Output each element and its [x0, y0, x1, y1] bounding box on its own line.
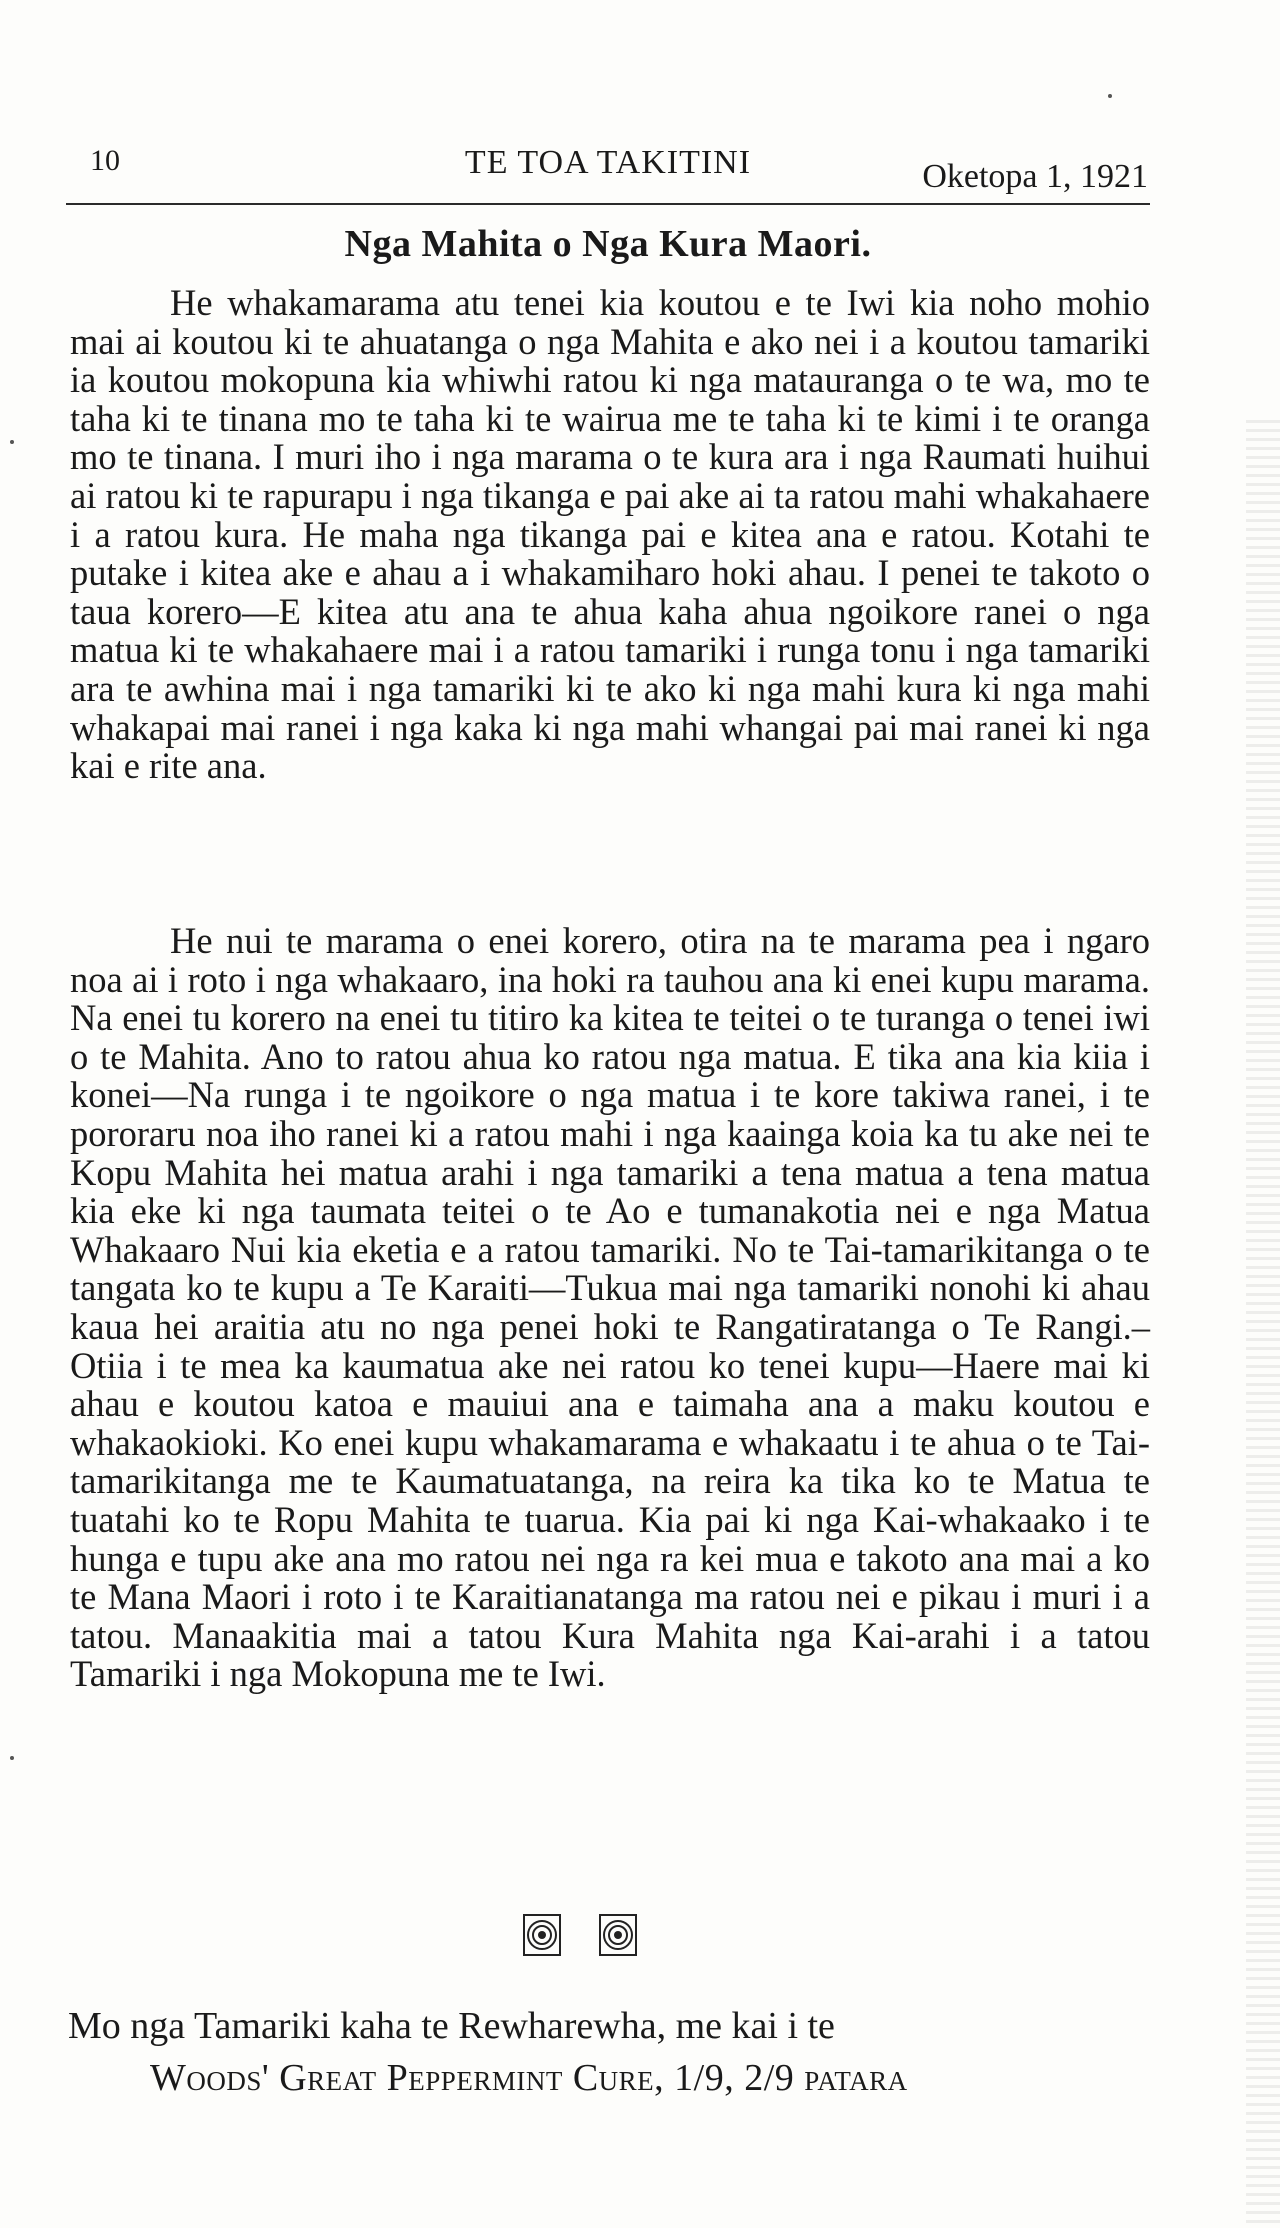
advert-line-1: Mo nga Tamariki kaha te Rewharewha, me kai i te — [68, 2005, 835, 2047]
article-title: Nga Mahita o Nga Kura Maori. — [344, 223, 872, 265]
advertisement — [60, 2000, 1150, 2104]
header-rule — [66, 203, 1150, 205]
scan-speck — [10, 1756, 14, 1760]
scan-margin-edge — [1246, 420, 1280, 2228]
journal-title: TE TOA TAKITINI — [464, 144, 752, 181]
paragraph-text: He nui te marama o enei korero, otira na te marama pea i ngaro noa ai i roto i nga whakaaro, ina hoki ra tauhou ana ki enei kupu marama. Na enei tu korero na enei tu titiro ka kitea te teitei o te turanga o tenei iwi o te Mahita. Ano to ratou ahua ko ratou nga matua. E tika ana kia kiia i konei—Na runga i te ngoikore o nga matua i te kore takiwa ranei, i te pororaru noa iho ranei ki a ratou mahi i nga kaainga koia ka tu ake nei te Kopu Mahita hei matua arahi i nga tamariki a tena matua a tena matua kia eke ki nga taumata teitei o te Ao e tumanakotia nei e nga Matua Whakaaro Nui kia eketia e a ratou tamariki. No te Tai-tamarikitanga o te tangata ko te kupu a Te Karaiti—Tukua mai nga tamariki nonohi ki ahau kaua hei araitia atu no nga penei hoki te Rangatiratanga o Te Rangi.– Otiia i te mea ka kaumatua ake nei ratou ko tenei kupu—Haere mai ki ahau e koutou katoa e mauiui ana e taimaha ana a maku koutou e whakaokioki. Ko enei kupu whakamarama e whakaatu i te ahua o te Tai-tamarikitanga me te Kaumatuatanga, na reira ka tika ko te Matua te tuatahi ko te Ropu Mahita te tuarua. Kia pai ki nga Kai-whakaako i te hunga e tupu ake ana mo ratou nei nga ra kei mua e takoto ana mai a ko te Mana Maori i roto i te Karaitianatanga ma ratou nei e pikau i muri i a tatou. Manaakitia mai a tatou Kura Mahita nga Kai-arahi i a tatou Tamariki i nga Mokopuna me te Iwi. — [70, 920, 1150, 1695]
scan-speck — [10, 440, 14, 444]
advert-line-2: Woods' Great Peppermint Cure, 1/9, 2/9 patara — [150, 2057, 908, 2099]
page-header — [66, 138, 1150, 194]
scan-speck — [1108, 94, 1112, 98]
article-paragraph-1 — [70, 284, 1150, 786]
issue-date: Oketopa 1, 1921 — [922, 158, 1148, 195]
paragraph-text: He whakamarama atu tenei kia koutou e te Iwi kia noho mohio mai ai koutou ki te ahuatanga o nga Mahita e ako nei i a koutou tamariki ia koutou mokopuna kia whiwhi ratou ki nga matauranga o te wa, mo te taha ki te tinana mo te taha ki te wairua me te taha ki te kimi i te oranga mo te tinana. I muri iho i nga marama o te kura ara i nga Raumati huihui ai ratou ki te rapurapu i nga tikanga e pai ake ai ta ratou mahi whakahaere i a ratou kura. He maha nga tikanga pai e kitea ana e ratou. Kotahi te putake i kitea ake e ahau a i whakamiharo hoki ahau. I penei te takoto o taua korero—E kitea atu ana te ahua kaha ahua ngoikore ranei o nga matua ki te whakahaere mai i a ratou tamariki i runga tonu i nga tamariki ara te awhina mai i nga tamariki ki te ako ki nga mahi kura ki nga mahi whakapai mai ranei i nga kaka ki nga mahi whangai pai mai ranei ki nga kai e rite ana. — [70, 282, 1150, 787]
section-ornaments — [522, 1910, 672, 1960]
article-paragraph-2 — [70, 922, 1150, 1694]
page-number: 10 — [90, 144, 120, 177]
spiral-ornament-icon — [522, 1913, 562, 1957]
spiral-ornament-icon — [598, 1913, 638, 1957]
